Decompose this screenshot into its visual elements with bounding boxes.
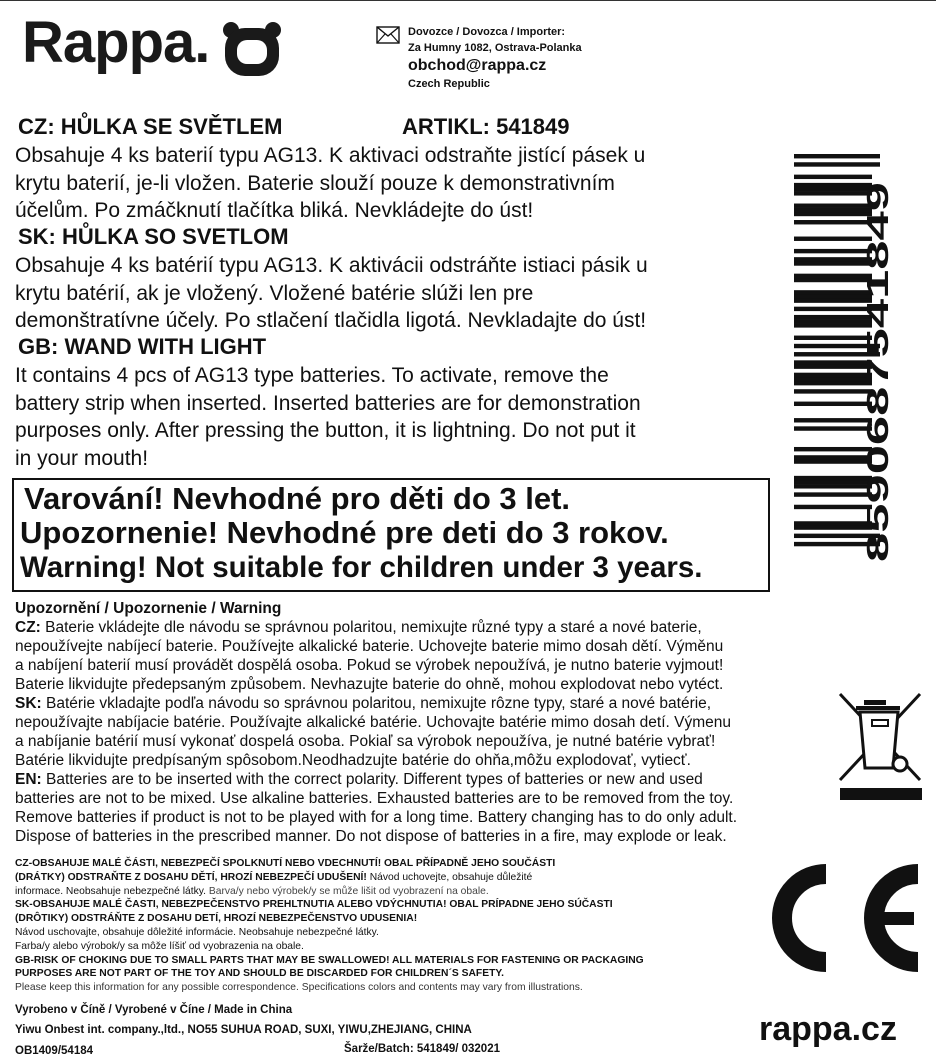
importer-address: Za Humny 1082, Ostrava-Polanka bbox=[408, 42, 582, 54]
importer-email: obchod@rappa.cz bbox=[408, 57, 547, 74]
small-sk-bold: (DRÔTIKY) ODSTRÁŇTE Z DOSAHU DETÍ, HROZÍ NEBEZPEČENSTVO UDUSENIA! bbox=[15, 913, 418, 925]
product-code: OB1409/54184 bbox=[15, 1045, 94, 1057]
small-sk-bold: SK-OBSAHUJE MALÉ ČASTI, NEBEZPEČENSTVO PREHLTNUTIA ALEBO VDÝCHNUTIA! OBAL PRÍPADNE JEHO SÚČASTI bbox=[15, 899, 613, 911]
rappa-logo: Rappa. bbox=[22, 10, 210, 75]
article-number: ARTIKL: 541849 bbox=[402, 114, 570, 139]
safety-sk-line: Batérie likvidujte predpísaným spôsobom.Neodhadzujte batérie do ohňa,môžu explodovať, vytiecť. bbox=[15, 752, 691, 769]
keep-info-text: Please keep this information for any possible correspondence. Specifications colors and contents may vary from illustrations. bbox=[15, 982, 583, 994]
warning-cz: Varování! Nevhodné pro děti do 3 let. bbox=[24, 481, 571, 516]
safety-sk-line: nepoužívajte nabíjacie batérie. Používajte alkalické batérie. Uchovajte batérie mimo dosah detí. Výmenu bbox=[15, 714, 731, 731]
manufacturer-text: Yiwu Onbest int. company.,ltd., NO55 SUHUA ROAD, SUXI, YIWU,ZHEJIANG, CHINA bbox=[15, 1024, 472, 1036]
gb-line: in your mouth! bbox=[15, 446, 149, 470]
importer-info bbox=[408, 24, 582, 92]
safety-cz-line: Baterie vkládejte dle návodu se správnou polaritou, nemixujte různé typy a staré a nové baterie, bbox=[40, 619, 702, 636]
small-cz-bold: (DRÁTKY) ODSTRAŇTE Z DOSAHU DĚTÍ, HROZÍ NEBEZPEČÍ UDUŠENÍ! bbox=[15, 871, 367, 883]
cz-description bbox=[15, 142, 645, 225]
sk-title: SK: HŮLKA SO SVETLOM bbox=[18, 224, 289, 249]
barcode-bar bbox=[794, 154, 880, 158]
small-cz-bold: CZ-OBSAHUJE MALÉ ČÁSTI, NEBEZPEČÍ SPOLKNUTÍ NEBO VDECHNUTÍ! OBAL PŘÍPADNĚ JEHO SOUČÁSTI bbox=[15, 858, 556, 869]
gb-description bbox=[15, 362, 641, 472]
safety-en-line: Dispose of batteries in the prescribed manner. Do not dispose of batteries in a fire, may explode or leak. bbox=[15, 828, 727, 845]
safety-cz-line: nepoužívejte nabíjecí baterie. Používejte alkalické baterie. Uchovejte baterie mimo dosah dětí. Výměnu bbox=[15, 638, 724, 655]
made-in-text: Vyrobeno v Číně / Vyrobené v Číne / Made in China bbox=[15, 1004, 293, 1016]
gb-line: battery strip when inserted. Inserted batteries are for demonstration bbox=[15, 391, 641, 415]
en-label: EN: bbox=[15, 771, 42, 788]
gb-line: purposes only. After pressing the button, it is lightning. Do not put it bbox=[15, 419, 636, 442]
barcode bbox=[794, 150, 914, 570]
sk-label: SK: bbox=[15, 695, 42, 712]
sk-description bbox=[15, 252, 648, 335]
cz-line: účelům. Po zmáčknutí tlačítka bliká. Nevkládejte do úst! bbox=[15, 199, 534, 222]
safety-title: Upozornění / Upozornenie / Warning bbox=[15, 600, 282, 617]
website-url: rappa.cz bbox=[759, 1010, 897, 1048]
small-sk-text: Návod uschovajte, obsahuje dôležité informácie. Neobsahuje nebezpečné látky. bbox=[15, 926, 379, 938]
crossed-bin-icon bbox=[836, 690, 926, 802]
safety-cz-line: a nabíjení baterií musí provádět dospělá osoba. Pokud se výrobek nepoužívá, je nutno baterie vyjmout! bbox=[15, 657, 724, 674]
safety-sk-line: a nabíjanie batérií musí vykonať dospelá osoba. Pokiaľ sa výrobok nepoužíva, je nutné batérie vybrať! bbox=[15, 733, 716, 750]
sk-line: demonštratívne účely. Po stlačení tlačidla ligotá. Nevkladajte do úst! bbox=[15, 309, 647, 332]
cz-line: krytu baterií, je-li vložen. Baterie slouží pouze k demonstrativním bbox=[15, 171, 615, 195]
warning-sk: Upozornenie! Nevhodné pre deti do 3 rokov. bbox=[20, 515, 669, 550]
small-sk-text: Farba/y alebo výrobok/y sa môže líšiť od vyobrazenia na obale. bbox=[15, 940, 304, 952]
small-gb-bold: PURPOSES ARE NOT PART OF THE TOY AND SHOULD BE DISCARDED FOR CHILDREN´S SAFETY. bbox=[15, 968, 504, 980]
safety-en-line: batteries are not to be mixed. Use alkaline batteries. Exhausted batteries are to be removed from the toy. bbox=[15, 790, 734, 807]
top-border bbox=[0, 0, 936, 1]
cz-line: Obsahuje 4 ks baterií typu AG13. K aktivaci odstraňte jistící pásek u bbox=[15, 144, 646, 167]
small-gb-bold: GB-RISK OF CHOKING DUE TO SMALL PARTS THAT MAY BE SWALLOWED! ALL MATERIALS FOR FASTENING OR PACKAGING bbox=[15, 954, 644, 966]
bear-logo-icon bbox=[221, 20, 283, 82]
safety-cz-line: Baterie likvidujte předepsaným způsobem. Nevhazujte baterie do ohně, mohou explodovat nebo vytéct. bbox=[15, 676, 724, 693]
barcode-bar bbox=[794, 162, 880, 166]
safety-en-line: Remove batteries if product is not to be played with for a long time. Battery changing has to do only adult. bbox=[15, 809, 738, 826]
envelope-icon bbox=[376, 26, 400, 44]
gb-title: GB: WAND WITH LIGHT bbox=[18, 334, 267, 359]
safety-sk-line: Batérie vkladajte podľa návodu so správnou polaritou, nemixujte rôzne typy, staré a nové batérie, bbox=[41, 695, 712, 712]
barcode-bar bbox=[794, 175, 872, 179]
sk-line: Obsahuje 4 ks batérií typu AG13. K aktivácii odstráňte istiaci pásik u bbox=[15, 254, 648, 277]
sk-line: krytu batérií, ak je vložený. Vložené batérie slúži len pre bbox=[15, 281, 534, 305]
safety-en-line: Batteries are to be inserted with the correct polarity. Different types of batteries or new and used bbox=[41, 771, 703, 788]
cz-label: CZ: bbox=[15, 619, 41, 636]
gb-line: It contains 4 pcs of AG13 type batteries. To activate, remove the bbox=[15, 364, 609, 387]
cz-title: CZ: HŮLKA SE SVĚTLEM bbox=[18, 114, 283, 139]
small-cz-text: Návod uchovejte, obsahuje důležité bbox=[366, 871, 533, 883]
batch-number: Šarže/Batch: 541849/ 032021 bbox=[344, 1043, 500, 1055]
small-cz-text: Barva/y nebo výrobek/y se může lišit od vyobrazení na obale. bbox=[206, 885, 489, 897]
small-print bbox=[15, 857, 775, 995]
small-cz-text: informace. Neobsahuje nebezpečné látky. bbox=[15, 885, 206, 897]
importer-label: Dovozce / Dovozca / Importer: bbox=[408, 26, 566, 38]
battery-safety-section bbox=[15, 599, 840, 846]
ce-mark-icon bbox=[758, 862, 928, 974]
warning-en: Warning! Not suitable for children under 3 years. bbox=[20, 551, 703, 584]
importer-country: Czech Republic bbox=[408, 78, 490, 90]
barcode-digits: 8590687541849 bbox=[860, 337, 895, 562]
